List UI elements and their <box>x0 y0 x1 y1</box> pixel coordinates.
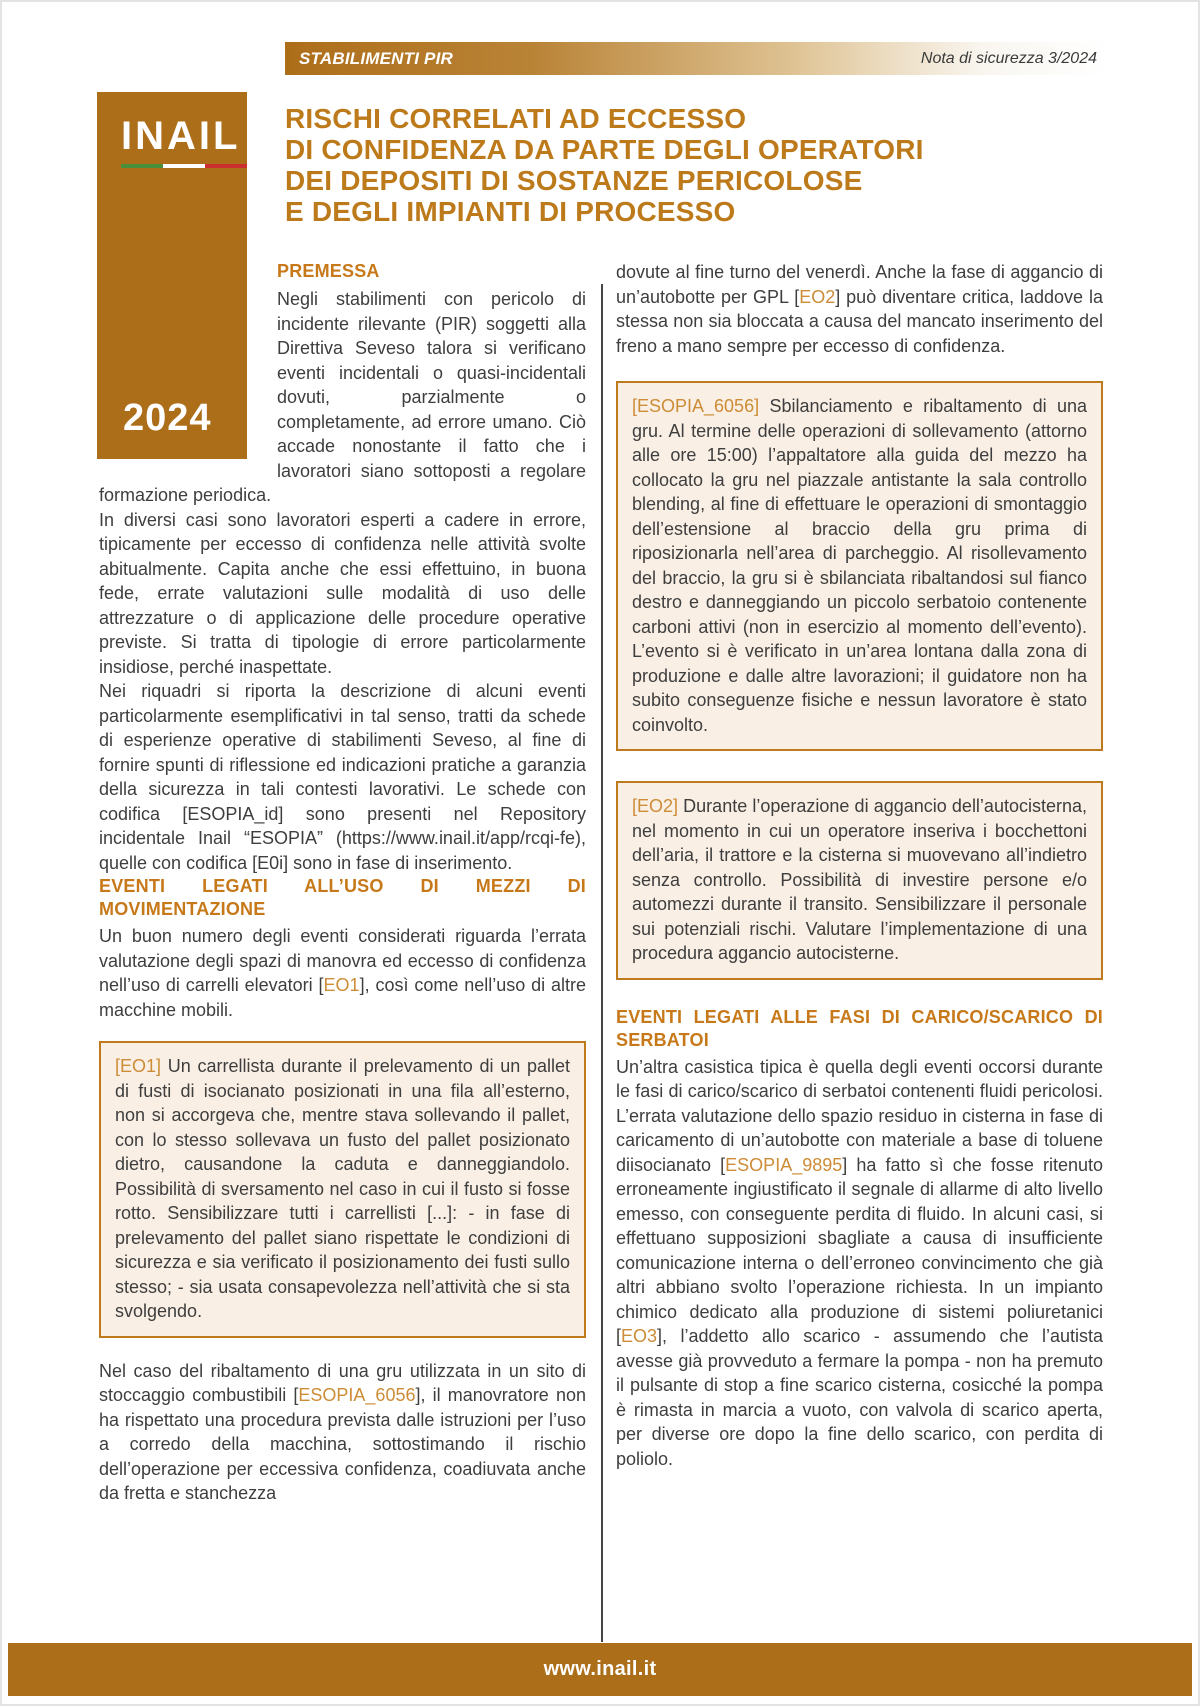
paragraph: dovute al fine turno del venerdì. Anche la fase di aggancio di un’autobotte per GPL [EO2] può diventare critica, laddove la stessa non sia bloccata a causa del mancato inserimento del freno a mano sempre per eccesso di confidenza. <box>616 262 1103 356</box>
title-line-1: RISCHI CORRELATI AD ECCESSO <box>285 103 747 134</box>
paragraph: Nel caso del ribaltamento di una gru utilizzata in un sito di stoccaggio combustibili [ESOPIA_6056], il manovratore non ha rispettato una procedura prevista dalle istruzioni per l’uso a corredo della macchina, sottostimando il rischio dell’operazione per eccessiva confidenza, coadiuvata anche da fretta e stanchezza <box>99 1360 586 1503</box>
callout-text: [EO2] Durante l’operazione di aggancio dell’autocisterna, nel momento in cui un operatore inseriva i bocchettoni dell’aria, il trattore e la cisterna si muovevano all’indietro senza controllo. Possibilità di investire persone e/o automezzi durante il transito. Sensibilizzare il personale sui potenziali rischi. Valutare l’implementazione di una procedura aggancio autocisterne. <box>632 796 1087 963</box>
footer-url-link[interactable]: www.inail.it <box>543 1658 657 1680</box>
paragraph: In diversi casi sono lavoratori esperti a cadere in errore, tipicamente per eccesso di confidenza nelle attività svolte abitualmente. Capita anche che essi effettuino, in buona fede, errate valutazioni sulle modalità di uso delle attrezzature o di applicazione delle procedure operative previste. Si tratta di tipologie di errore particolarmente insidiose, perché inaspettate. <box>99 509 586 677</box>
paragraph: Negli stabilimenti con pericolo di incidente rilevante (PIR) soggetti alla Direttiva Seveso talora si verificano eventi incidentali o quasi-incidentali dovuti, parzialmente o completamente, ad errore umano. Ciò accade nonostante il fatto che i lavoratori siano sottoposti a regolare formazione periodica. <box>99 289 586 505</box>
event-reference-code: ESOPIA_9895 <box>725 1154 843 1175</box>
event-reference-code: [EO1] <box>115 1056 162 1076</box>
section-heading-carico-scarico: EVENTI LEGATI ALLE FASI DI CARICO/SCARICO DI SERBATOI <box>616 1006 1103 1050</box>
callout-text: [EO1] Un carrellista durante il prelevamento di un pallet di fusti di isocianato posizionati in una fila all’esterno, non si accorgeva che, mentre stava sollevando il pallet, con lo stesso sollevava un fusto del pallet posizionato dietro, causandone la caduta e danneggiandolo. Possibilità di sversamento nel caso in cui il fusto si fosse rotto. Sensibilizzare tutti i carrellisti [...]: - in fase di prelevamento del pallet siano rispettate le condizioni di sicurezza e sia verificato il posizionamento dei fusti sullo stesso; - sia usata consapevolezza nell’attività che si sta svolgendo. <box>115 1056 570 1321</box>
paragraph: Un’altra casistica tipica è quella degli eventi occorsi durante le fasi di carico/scarico di serbatoi contenenti fluidi pericolosi. L’errata valutazione dello spazio residuo in cisterna in fase di caricamento di un’autobotte con materiale a base di toluene diisocianato [ESOPIA_9895] ha fatto sì che fosse ritenuto erroneamente ingiustificato il segnale di allarme di alto livello emesso, con conseguente perdita di fluido. In alcuni casi, si effettuano supposizioni sbagliate a causa di insufficiente comunicazione interna o dell’erroneo convincimento che già altri abbiano svolto l’operazione richiesta. In un impianto chimico dedicato alla produzione di sistemi poliuretanici [EO3], l’addetto allo scarico - assumendo che l’autista avesse già provveduto a fermare la pompa - non ha premuto il pulsante di stop a fine scarico cisterna, cosicché la pompa è rimasta in marcia a vuoto, con valvola di scarico aperta, per diverse ore dopo la fine dello scarico, con perdita di poliolo. <box>616 1056 1103 1469</box>
callout-box-esopia-6056 <box>616 381 1103 751</box>
flag-white-segment <box>163 164 205 168</box>
title-line-3: DEI DEPOSITI DI SOSTANZE PERICOLOSE <box>285 165 863 196</box>
event-reference-code: EO1 <box>323 975 360 995</box>
event-reference-code: [EO2] <box>632 796 679 816</box>
callout-box-eo1 <box>99 1041 586 1338</box>
event-reference-code: [ESOPIA_6056] <box>632 396 760 416</box>
event-reference-code: ESOPIA_6056 <box>298 1385 416 1405</box>
flag-red-segment <box>205 164 247 168</box>
callout-box-eo2 <box>616 781 1103 980</box>
series-label: STABILIMENTI PIR <box>299 48 453 68</box>
column-divider <box>601 284 603 1642</box>
title-line-2: DI CONFIDENZA DA PARTE DEGLI OPERATORI <box>285 134 924 165</box>
title-line-4: E DEGLI IMPIANTI DI PROCESSO <box>285 196 736 227</box>
left-column <box>99 260 586 1506</box>
logo-wrap-spacer <box>99 260 277 460</box>
document-title <box>285 103 1115 227</box>
top-banner <box>285 42 1107 75</box>
flag-green-segment <box>121 164 163 168</box>
inail-logo: INAIL <box>121 114 241 158</box>
section-heading-movimentazione: EVENTI LEGATI ALL’USO DI MEZZI DI MOVIMENTAZIONE <box>99 876 586 919</box>
right-column <box>616 260 1103 1471</box>
italian-flag-stripe <box>121 164 247 168</box>
paragraph: Nei riquadri si riporta la descrizione di alcuni eventi particolarmente esemplificativi in tal senso, tratti da schede di esperienze operative di stabilimenti Seveso, al fine di fornire spunti di riflessione ed indicazioni pratiche a garanzia della sicurezza in tali contesti lavorativi. Le schede con codifica [ESOPIA_id] sono presenti nel Repository incidentale Inail “ESOPIA” (https://www.inail.it/app/rcqi-fe), quelle con codifica [E0i] sono in fase di inserimento. <box>99 681 586 873</box>
event-reference-code: EO3 <box>621 1326 658 1346</box>
event-reference-code: EO2 <box>799 286 836 307</box>
paragraph: Un buon numero degli eventi considerati riguarda l’errata valutazione degli spazi di manovra ed eccesso di confidenza nell’uso di carrelli elevatori [EO1], così come nell’uso di altre macchine mobili. <box>99 926 586 1020</box>
footer-bar <box>8 1643 1192 1696</box>
callout-text: [ESOPIA_6056] Sbilanciamento e ribaltamento di una gru. Al termine delle operazioni di sollevamento (attorno alle ore 15:00) l’appaltatore alla guida del mezzo ha collocato la gru nel piazzale antistante la sala controllo blending, al fine di effettuare le operazioni di smontaggio dell’estensione al braccio della gru prima di riposizionarla nell’area di parcheggio. Al risollevamento del braccio, la gru si è sbilanciata ribaltandosi sul fianco destro e danneggiando un piccolo serbatoio contenente carboni attivi (non in esercizio al momento dell’evento). L’evento si è verificato in un’area lontana dalla zona di produzione e dalle altre lavorazioni; il guidatore non ha subito conseguenze fisiche e nessun lavoratore è stato coinvolto. <box>632 396 1087 735</box>
note-number-label: Nota di sicurezza 3/2024 <box>920 49 1097 67</box>
year-label: 2024 <box>123 397 212 439</box>
premessa-heading: PREMESSA <box>277 261 380 281</box>
